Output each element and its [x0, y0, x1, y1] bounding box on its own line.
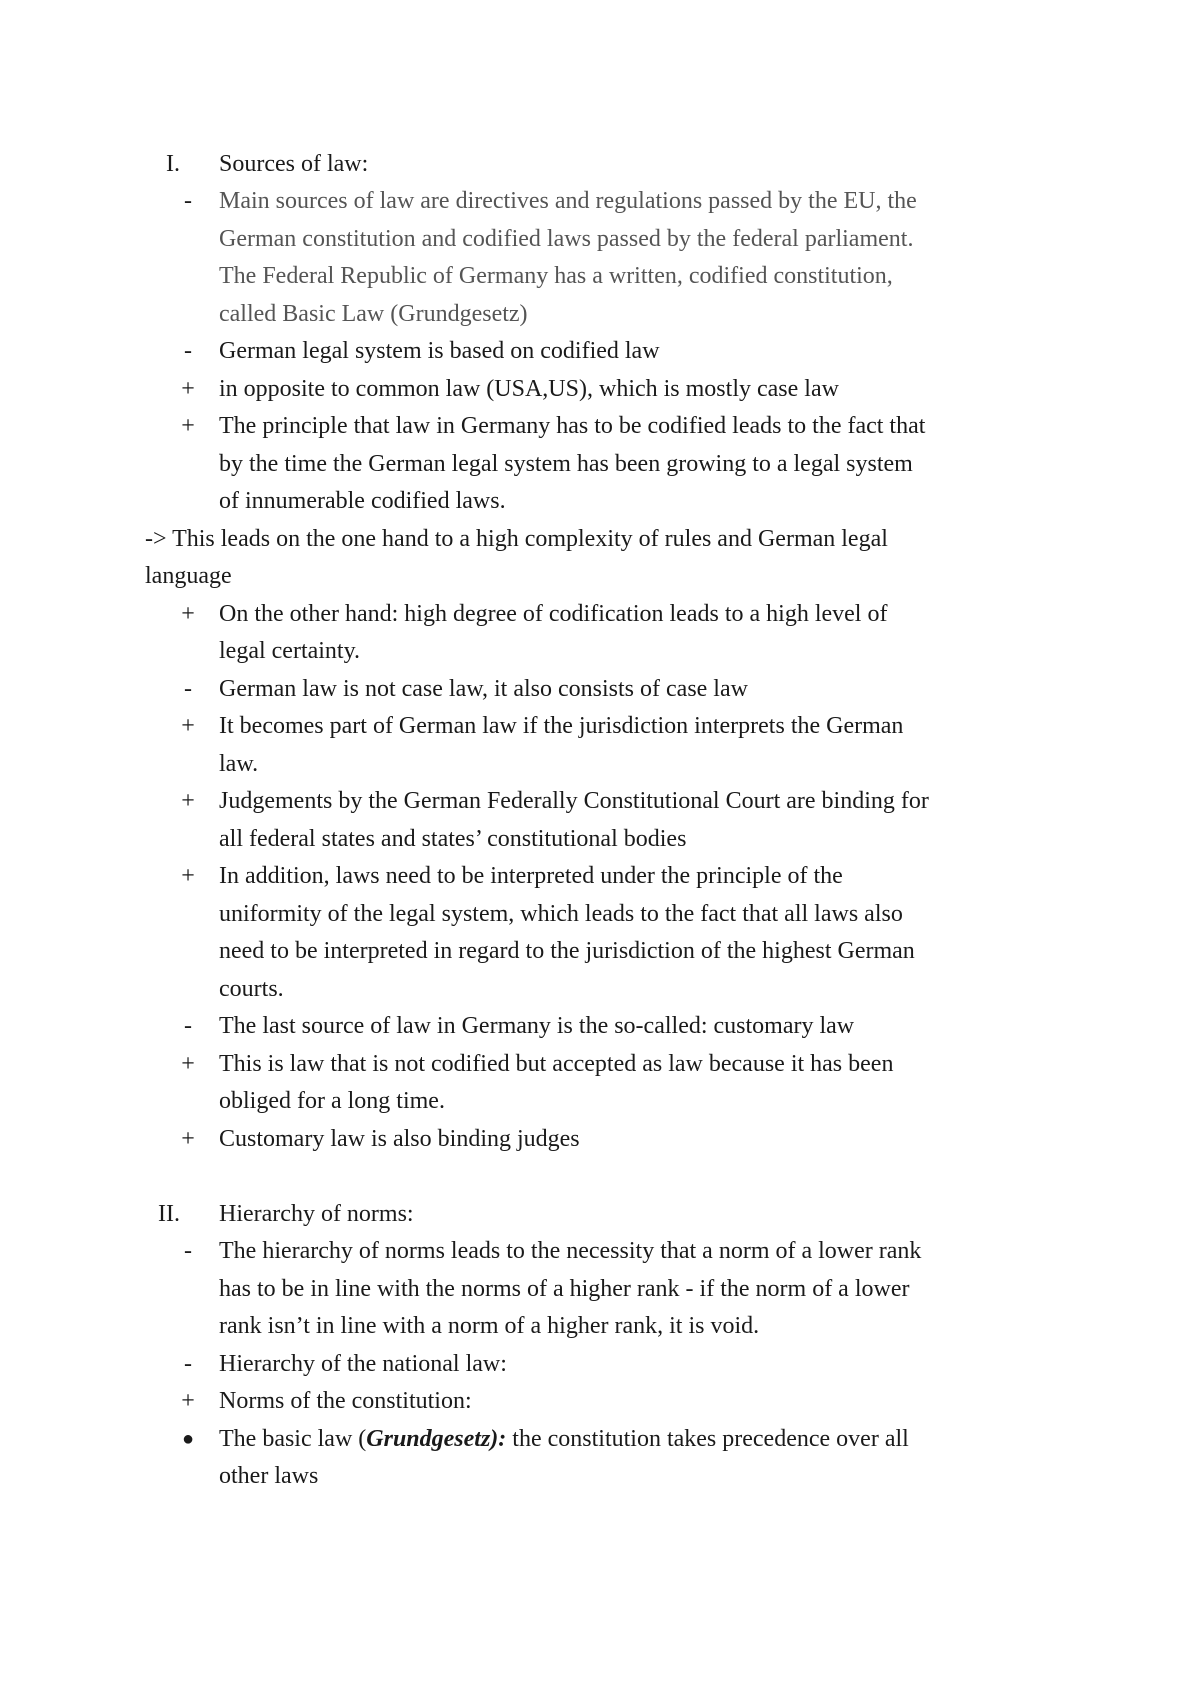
text-line: uniformity of the legal system, which leads to the fact that all laws also — [219, 901, 903, 927]
plus-marker: + — [181, 713, 195, 739]
text-line: Customary law is also binding judges — [219, 1126, 580, 1152]
dash-marker: - — [184, 338, 192, 364]
text-line: The hierarchy of norms leads to the necessity that a norm of a lower rank — [219, 1238, 922, 1264]
text-line: Norms of the constitution: — [219, 1388, 472, 1414]
bullet-marker: ● — [181, 1428, 195, 1450]
text-segment: the constitution takes precedence over all — [506, 1426, 909, 1452]
dash-marker: - — [184, 1351, 192, 1377]
text-line: German legal system is based on codified law — [219, 338, 660, 364]
text-line: Judgements by the German Federally Constitutional Court are binding for — [219, 788, 929, 814]
text-line: The principle that law in Germany has to be codified leads to the fact that — [219, 413, 926, 439]
text-line: In addition, laws need to be interpreted under the principle of the — [219, 863, 843, 889]
text-line: legal certainty. — [219, 638, 361, 664]
text-line: obliged for a long time. — [219, 1088, 445, 1114]
plus-marker: + — [181, 1388, 195, 1414]
text-line: all federal states and states’ constitutional bodies — [219, 826, 687, 852]
emphasized-term: Grundgesetz): — [366, 1426, 507, 1452]
text-line — [219, 1420, 909, 1458]
dash-marker: - — [184, 1238, 192, 1264]
plus-marker: + — [181, 788, 195, 814]
section-heading: Sources of law: — [219, 151, 369, 177]
plus-marker: + — [181, 601, 195, 627]
plus-marker: + — [181, 1126, 195, 1152]
plus-marker: + — [181, 413, 195, 439]
text-line: has to be in line with the norms of a higher rank - if the norm of a lower — [219, 1276, 910, 1302]
text-line: -> This leads on the one hand to a high complexity of rules and German legal — [145, 526, 888, 552]
plus-marker: + — [181, 376, 195, 402]
text-line: On the other hand: high degree of codification leads to a high level of — [219, 601, 888, 627]
text-line: This is law that is not codified but accepted as law because it has been — [219, 1051, 894, 1077]
text-line: by the time the German legal system has been growing to a legal system — [219, 451, 913, 477]
text-line: The last source of law in Germany is the so-called: customary law — [219, 1013, 855, 1039]
text-line: in opposite to common law (USA,US), which is mostly case law — [219, 376, 839, 402]
plus-marker: + — [181, 863, 195, 889]
text-line: called Basic Law (Grundgesetz) — [219, 301, 528, 327]
text-line: courts. — [219, 976, 284, 1002]
plus-marker: + — [181, 1051, 195, 1077]
text-line: It becomes part of German law if the jurisdiction interprets the German — [219, 713, 904, 739]
section-number: I. — [166, 151, 180, 177]
dash-marker: - — [184, 676, 192, 702]
text-line: German constitution and codified laws passed by the federal parliament. — [219, 226, 914, 252]
text-line: of innumerable codified laws. — [219, 488, 506, 514]
section-heading: Hierarchy of norms: — [219, 1201, 414, 1227]
text-line: The Federal Republic of Germany has a written, codified constitution, — [219, 263, 893, 289]
text-line: rank isn’t in line with a norm of a higher rank, it is void. — [219, 1313, 760, 1339]
text-segment: The basic law ( — [219, 1426, 367, 1452]
text-line: other laws — [219, 1463, 319, 1489]
text-line: Hierarchy of the national law: — [219, 1351, 507, 1377]
text-line: Main sources of law are directives and regulations passed by the EU, the — [219, 188, 917, 214]
text-line: need to be interpreted in regard to the jurisdiction of the highest German — [219, 938, 915, 964]
text-line: German law is not case law, it also consists of case law — [219, 676, 748, 702]
section-number: II. — [158, 1201, 180, 1227]
dash-marker: - — [184, 188, 192, 214]
text-line: law. — [219, 751, 259, 777]
text-line: language — [145, 563, 232, 589]
dash-marker: - — [184, 1013, 192, 1039]
